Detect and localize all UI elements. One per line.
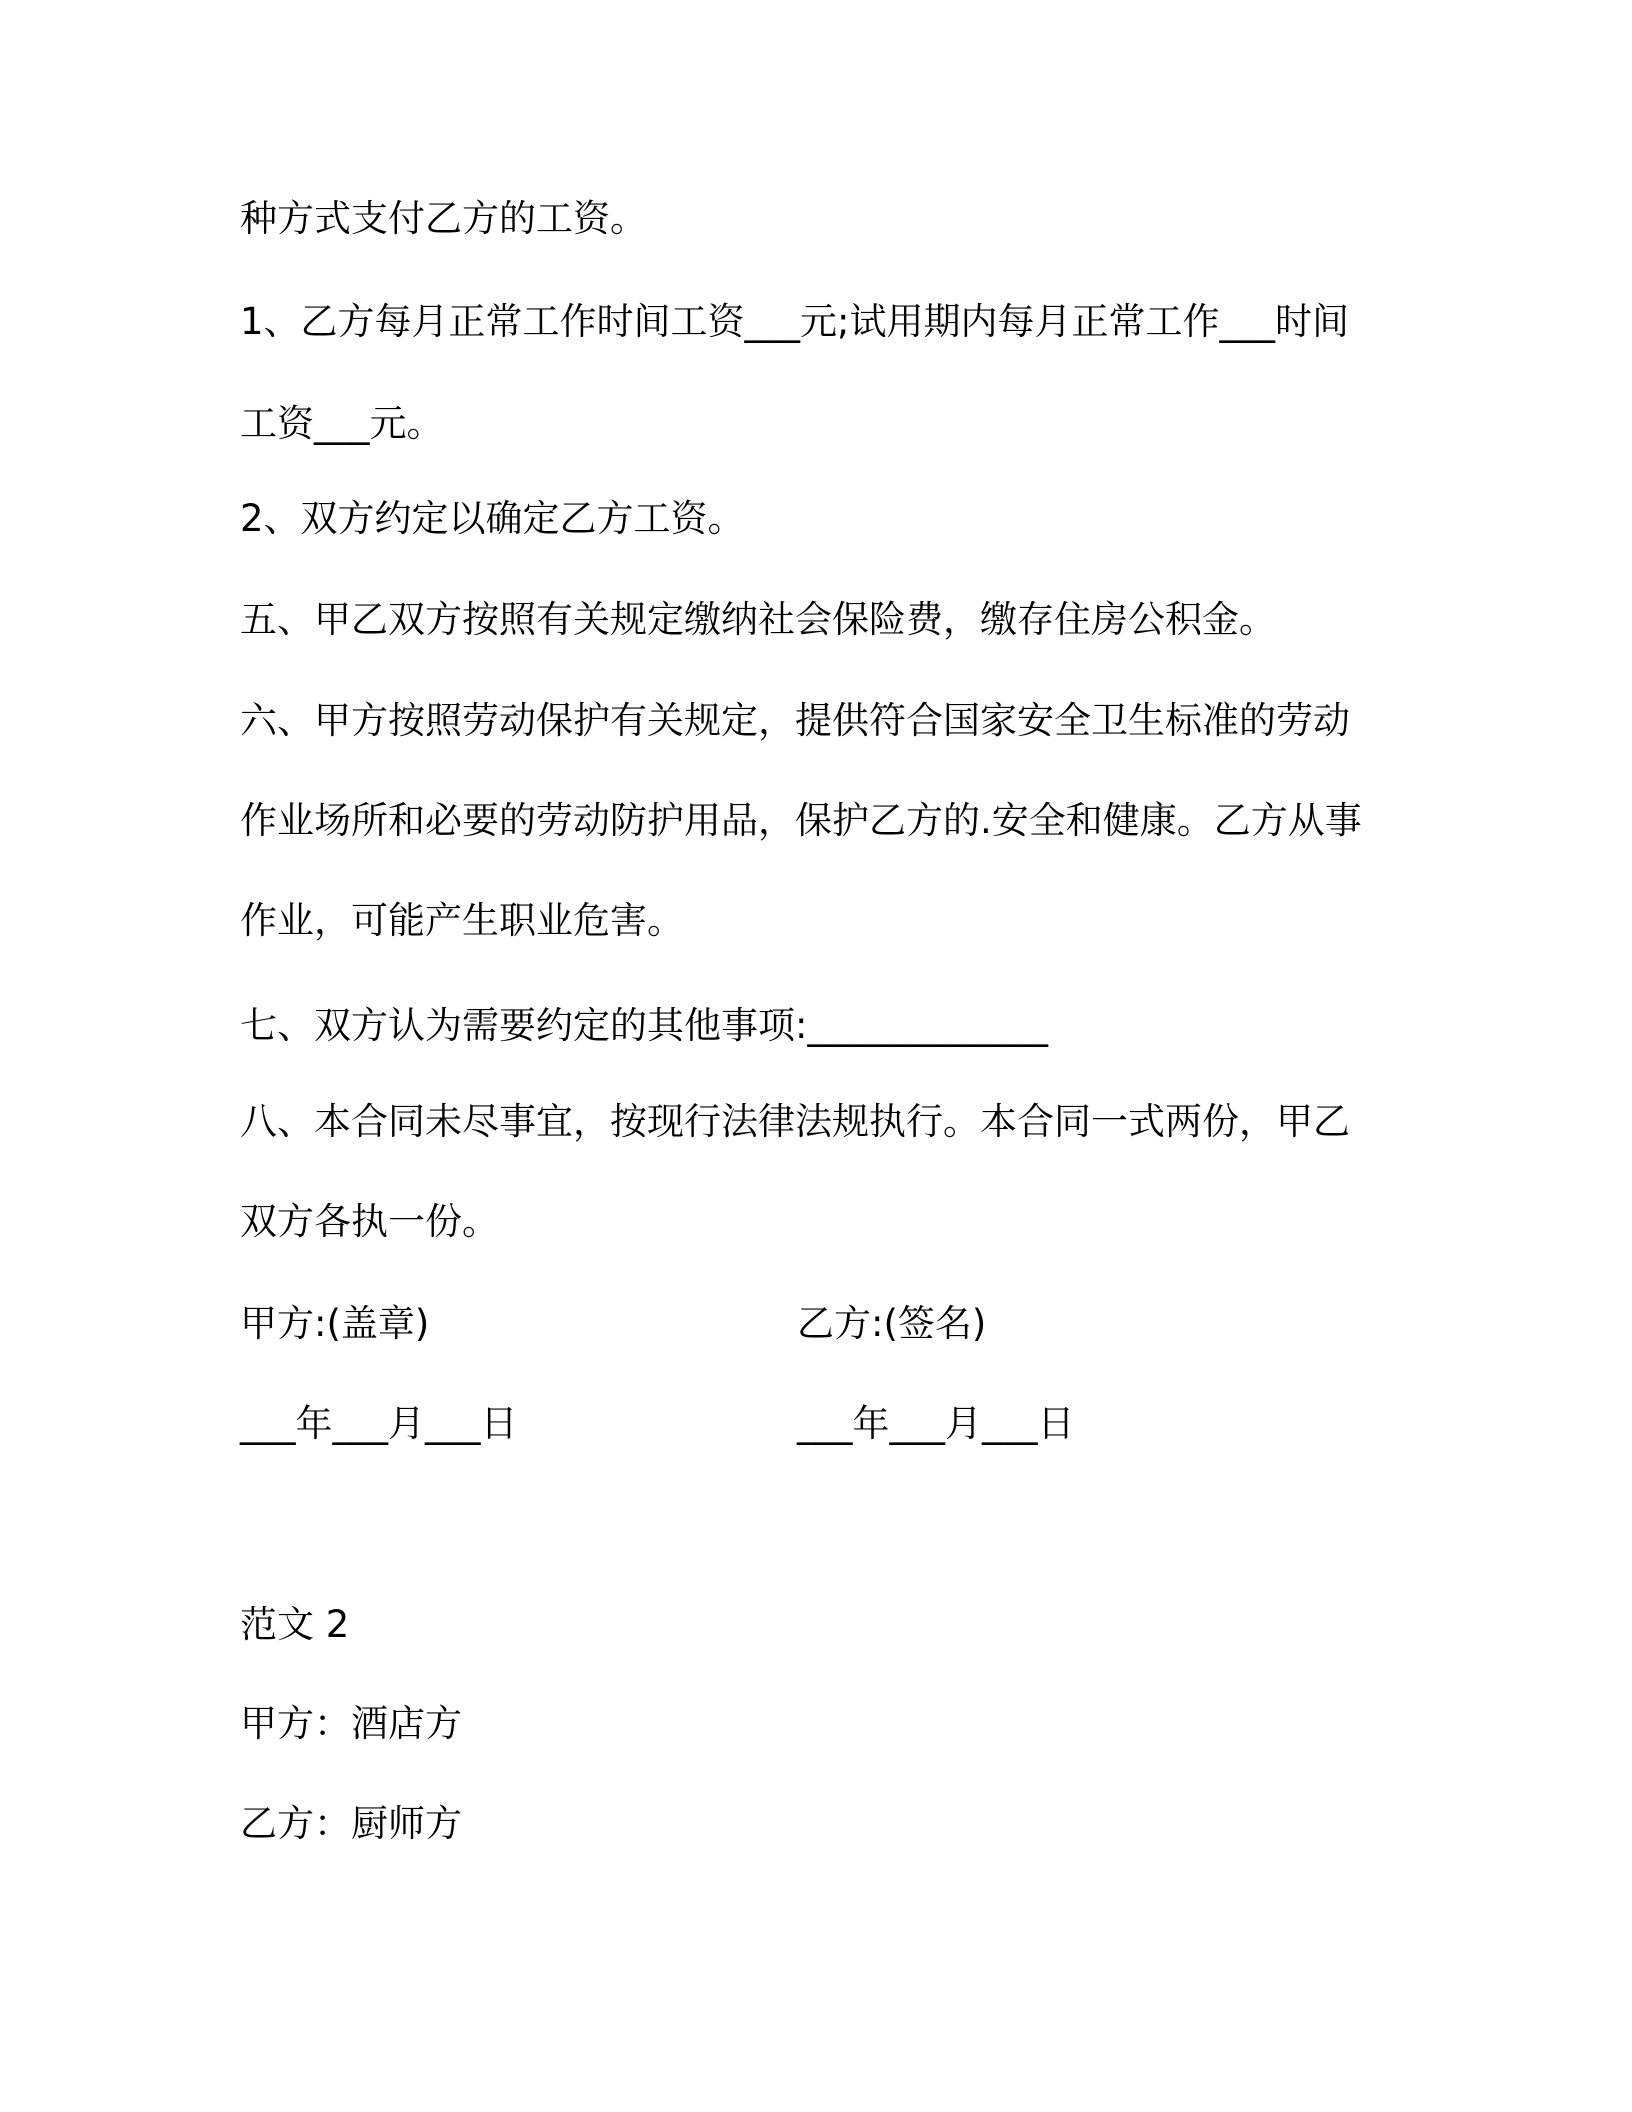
paragraph-line: 种方式支付乙方的工资。 (240, 197, 647, 240)
party-b-signature: 乙方:(签名) (797, 1302, 987, 1345)
paragraph-line: 五、甲乙双方按照有关规定缴纳社会保险费，缴存住房公积金。 (240, 598, 1276, 641)
paragraph-line: 作业场所和必要的劳动防护用品，保护乙方的.安全和健康。乙方从事 (240, 799, 1362, 842)
paragraph-line: 七、双方认为需要约定的其他事项:_____________ (240, 1004, 1048, 1047)
paragraph-line: 作业，可能产生职业危害。 (240, 899, 684, 942)
sample-party-a: 甲方：酒店方 (240, 1702, 462, 1745)
paragraph-line: 1、乙方每月正常工作时间工资___元;试用期内每月正常工作___时间 (240, 300, 1350, 343)
party-a-date: ___年___月___日 (240, 1402, 518, 1445)
paragraph-line: 2、双方约定以确定乙方工资。 (240, 497, 745, 540)
party-b-date: ___年___月___日 (797, 1402, 1075, 1445)
party-a-signature: 甲方:(盖章) (240, 1302, 430, 1345)
paragraph-line: 工资___元。 (240, 402, 444, 445)
paragraph-line: 八、本合同未尽事宜，按现行法律法规执行。本合同一式两份，甲乙 (240, 1100, 1350, 1143)
paragraph-line: 六、甲方按照劳动保护有关规定，提供符合国家安全卫生标准的劳动 (240, 699, 1350, 742)
sample-heading: 范文 2 (240, 1603, 350, 1646)
sample-party-b: 乙方：厨师方 (240, 1802, 462, 1845)
paragraph-line: 双方各执一份。 (240, 1200, 499, 1243)
